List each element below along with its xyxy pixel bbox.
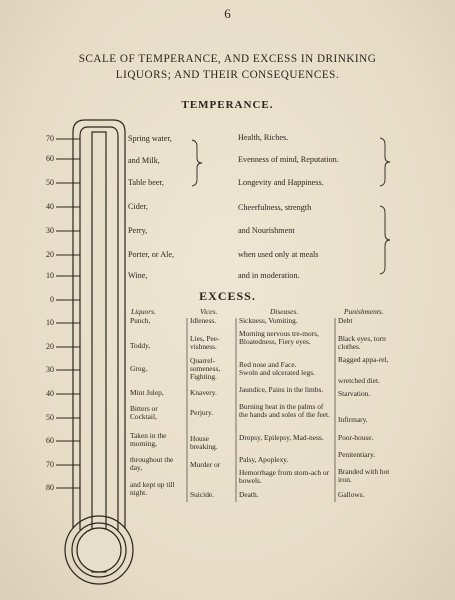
excess-punishment: Debt [338,316,353,325]
temperance-consequence: Longevity and Happiness. [238,178,324,187]
excess-punishment: Poor-house. [338,433,374,442]
scale-label: 70 [46,460,54,469]
excess-disease: Red nose and Face. [239,360,297,369]
scale-label: 80 [46,483,54,492]
scale-label: 40 [46,389,54,398]
excess-punishment: wretched diet. [338,376,380,385]
column-header-diseases: Diseases. [270,307,299,316]
scale-label: 50 [46,178,54,187]
temperance-consequence: Evenness of mind, Reputation. [238,155,339,164]
excess-disease: Burning heat in the palms of the hands and soles of the feet. [239,402,330,419]
excess-liquor: and kept up till night. [130,480,175,497]
excess-liquor: Punch, [130,316,151,325]
temperance-liquor: Spring water, [128,134,172,143]
excess-punishment: Infirmary. [338,415,368,424]
excess-disease: Jaundice, Pains in the limbs. [239,385,324,394]
temperance-consequence: and in moderation. [238,271,300,280]
scale-label: 70 [46,134,54,143]
scale-zero-label: 0 [50,295,54,304]
excess-disease: Hemorrhage from stom-ach or bowels. [239,468,330,485]
excess-punishment: Branded with hot iron. [338,467,390,484]
scale-label: 20 [46,250,54,259]
excess-punishment: Penitentiary. [338,450,376,459]
temperance-liquor: Perry, [128,226,148,235]
scale-label: 30 [46,365,54,374]
temperance-liquor: Wine, [128,271,148,280]
excess-liquor: Bitters or Cocktail, [130,404,158,421]
excess-liquor: Toddy, [130,341,151,350]
temperance-consequence: Cheerfulness, strength [238,203,312,212]
scale-label: 60 [46,154,54,163]
column-header-vices: Vices. [200,307,218,316]
temperance-consequence: when used only at meals [238,250,319,259]
excess-vice: Knavery. [190,388,217,397]
excess-heading: EXCESS. [199,289,256,303]
scale-ticks [56,139,80,488]
page-title-line-2: LIQUORS; AND THEIR CONSEQUENCES. [115,69,340,81]
excess-punishment: Ragged appa-rel, [338,355,389,364]
excess-liquor: Taken in the morning, [130,431,167,448]
excess-disease: Morning nervous tre-mors, Bloatedness, Fiery eyes. [239,329,319,346]
temperance-liquor: Table beer, [128,178,164,187]
excess-disease: Swoln and ulcerated legs. [239,368,315,377]
scale-label: 30 [46,226,54,235]
temperance-heading: TEMPERANCE. [181,99,274,111]
temperance-liquor: and Milk, [128,156,160,165]
scale-label: 10 [46,271,54,280]
excess-disease: Dropsy, Epilepsy, Mad-ness. [239,433,324,442]
excess-disease: Sickness, Vomiting. [239,316,298,325]
temperance-liquor: Cider, [128,202,148,211]
excess-vice: Murder or [190,460,221,469]
excess-disease: Death. [239,490,259,499]
column-header-punishments: Punishments. [344,307,384,316]
scale-label: 40 [46,202,54,211]
excess-liquor: Mint Julep, [130,388,164,397]
scale-label: 60 [46,436,54,445]
temperance-liquor: Porter, or Ale, [128,250,175,259]
scale-label: 10 [46,318,54,327]
temperance-consequence: Health, Riches. [238,133,289,142]
page-number: 6 [224,6,231,21]
excess-liquor: Grog, [130,364,148,373]
excess-vice: House breaking. [190,434,218,451]
excess-vice: Idleness. [190,316,217,325]
excess-liquor: throughout the day, [130,455,174,472]
excess-vice: Perjury. [190,408,214,417]
excess-vice: Quarrel-someness, Fighting. [190,356,221,381]
excess-vice: Suicide. [190,490,215,499]
scale-label: 50 [46,413,54,422]
scale-label: 20 [46,342,54,351]
excess-punishment: Black eyes, torn clothes. [338,334,386,351]
temperance-consequence: and Nourishment [238,226,295,235]
page-title-line-1: SCALE OF TEMPERANCE, AND EXCESS IN DRINKING [78,53,377,65]
excess-disease: Palsy, Apoplexy. [239,455,289,464]
excess-punishment: Gallows. [338,490,365,499]
excess-vice: Lies, Pee-vishness. [190,334,220,351]
excess-punishment: Starvation. [338,389,371,398]
column-header-liquors: Liquors. [131,307,156,316]
